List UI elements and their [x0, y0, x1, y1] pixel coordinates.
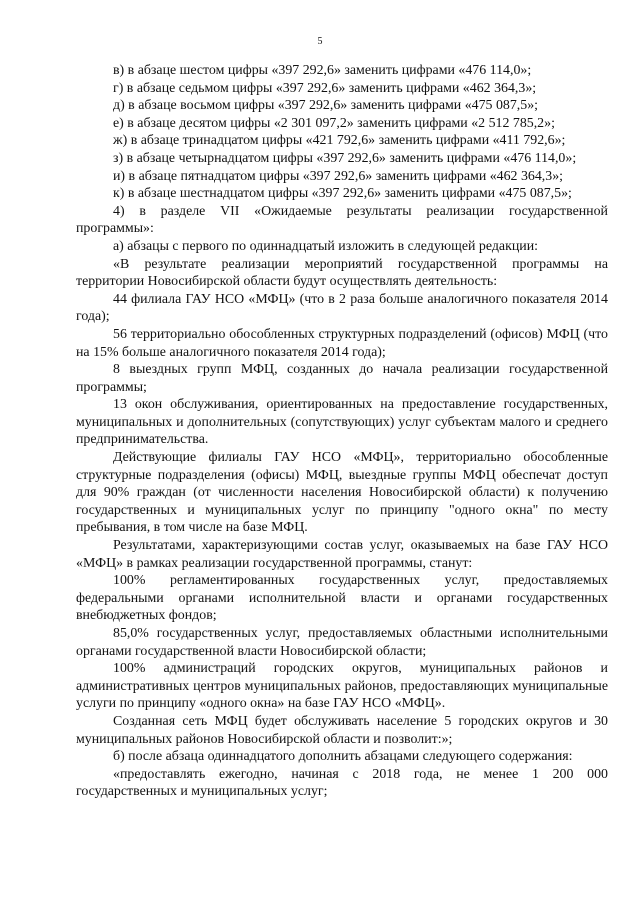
paragraph: Результатами, характеризующими состав услуг, оказываемых на базе ГАУ НСО «МФЦ» в рамках реализации государственной программы, станут: — [76, 538, 608, 571]
paragraph: б) после абзаца одиннадцатого дополнить абзацами следующего содержания: — [113, 749, 573, 765]
paragraph: з) в абзаце четырнадцатом цифры «397 292,6» заменить цифрами «476 114,0»; — [113, 150, 577, 166]
paragraph: 85,0% государственных услуг, предоставляемых областными исполнительными органами государственной власти Новосибирской области; — [76, 626, 608, 659]
paragraph: д) в абзаце восьмом цифры «397 292,6» заменить цифрами «475 087,5»; — [113, 98, 539, 114]
paragraph: 56 территориально обособленных структурных подразделений (офисов) МФЦ (что на 15% больше аналогичного показателя 2014 года); — [76, 326, 608, 360]
paragraph: «В результате реализации мероприятий государственной программы на территории Новосибирской области будут осуществлять деятельность: — [76, 256, 608, 290]
paragraph: к) в абзаце шестнадцатом цифры «397 292,6» заменить цифрами «475 087,5»; — [113, 186, 572, 202]
paragraph: 13 окон обслуживания, ориентированных на предоставление государственных, муниципальных и дополнительных (сопутствующих) услуг субъектам малого и среднего предпринимательства. — [76, 397, 608, 448]
paragraph: е) в абзаце десятом цифры «2 301 097,2» заменить цифрами «2 512 785,2»; — [113, 115, 555, 131]
paragraph: Действующие филиалы ГАУ НСО «МФЦ», территориально обособленные структурные подразделения (офисы) МФЦ, выездные группы МФЦ обеспечат доступ для 90% граждан (от численности населения Новосибирской области) к получению государственных и муниципальных услуг по принципу "одного окна" по месту пребывания, в том числе на базе МФЦ. — [76, 450, 608, 536]
paragraph: г) в абзаце седьмом цифры «397 292,6» заменить цифрами «462 364,3»; — [113, 80, 537, 96]
document-body — [76, 62, 608, 801]
paragraph: 4) в разделе VII «Ожидаемые результаты реализации государственной программы»: — [76, 203, 608, 237]
paragraph: 8 выездных групп МФЦ, созданных до начала реализации государственной программы; — [76, 362, 608, 395]
paragraph: «предоставлять ежегодно, начиная с 2018 года, не менее 1 200 000 государственных и муниципальных услуг; — [76, 766, 608, 800]
page-number: 5 — [317, 36, 323, 47]
paragraph: 100% регламентированных государственных услуг, предоставляемых федеральными органами исполнительной власти и органами государственных внебюджетных фондов; — [76, 573, 608, 624]
paragraph: и) в абзаце пятнадцатом цифры «397 292,6» заменить цифрами «462 364,3»; — [113, 168, 564, 184]
paragraph: в) в абзаце шестом цифры «397 292,6» заменить цифрами «476 114,0»; — [113, 63, 532, 78]
paragraph: 100% администраций городских округов, муниципальных районов и административных центров муниципальных районов, предоставляющих муниципальные услуги по принципу «одного окна» на базе ГАУ НСО «МФЦ». — [76, 661, 608, 712]
paragraph: а) абзацы с первого по одиннадцатый изложить в следующей редакции: — [113, 238, 538, 254]
paragraph: Созданная сеть МФЦ будет обслуживать население 5 городских округов и 30 муниципальных районов Новосибирской области и позволит:»; — [76, 713, 608, 747]
paragraph: ж) в абзаце тринадцатом цифры «421 792,6» заменить цифрами «411 792,6»; — [113, 133, 566, 149]
paragraph: 44 филиала ГАУ НСО «МФЦ» (что в 2 раза больше аналогичного показателя 2014 года); — [76, 291, 608, 325]
